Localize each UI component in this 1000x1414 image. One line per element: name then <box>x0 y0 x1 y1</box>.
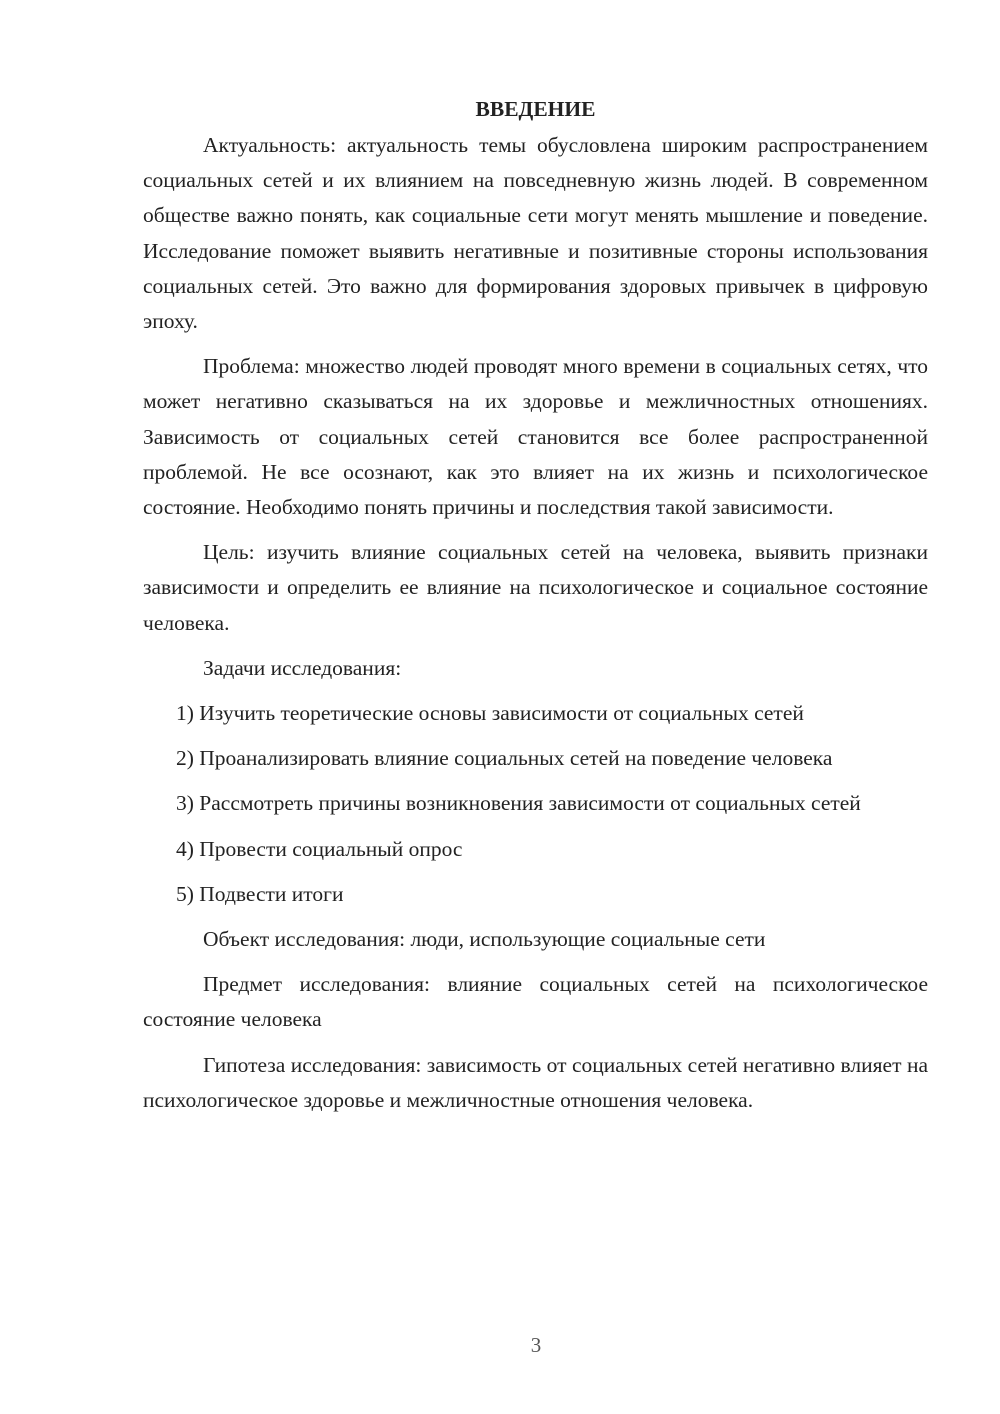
task-item-2: 2) Проанализировать влияние социальных сетей на поведение человека <box>176 746 833 771</box>
document-body <box>143 92 928 1128</box>
relevance-paragraph: Актуальность: актуальность темы обусловлена широким распространением социальных сетей и их влиянием на повседневную жизнь людей. В современном обществе важно понять, как социальные сети могут менять мышление и поведение. Исследование поможет выявить негативные и позитивные стороны использования социальных сетей. Это важно для формирования здоровых привычек в цифровую эпоху. <box>143 133 928 334</box>
tasks-heading: Задачи исследования: <box>203 655 402 680</box>
goal-paragraph: Цель: изучить влияние социальных сетей на человека, выявить признаки зависимости и определить ее влияние на психологическое и социальное состояние человека. <box>143 540 928 635</box>
research-object-paragraph: Объект исследования: люди, использующие социальные сети <box>203 927 766 952</box>
task-item-4: 4) Провести социальный опрос <box>176 836 463 861</box>
research-subject-paragraph: Предмет исследования: влияние социальных сетей на психологическое состояние человека <box>143 972 928 1032</box>
task-item-3: 3) Рассмотреть причины возникновения зависимости от социальных сетей <box>176 791 861 816</box>
section-title: ВВЕДЕНИЕ <box>475 97 596 121</box>
problem-paragraph: Проблема: множество людей проводят много времени в социальных сетях, что может негативно сказываться на их здоровье и межличностных отношениях. Зависимость от социальных сетей становится все более распространенной проблемой. Не все осознают, как это влияет на их жизнь и психологическое состояние. Необходимо понять причины и последствия такой зависимости. <box>143 354 928 520</box>
hypothesis-paragraph: Гипотеза исследования: зависимость от социальных сетей негативно влияет на психологическое здоровье и межличностные отношения человека. <box>143 1052 928 1112</box>
task-item-5: 5) Подвести итоги <box>176 881 344 906</box>
task-item-1: 1) Изучить теоретические основы зависимости от социальных сетей <box>176 701 804 726</box>
page-number: 3 <box>530 1333 542 1357</box>
